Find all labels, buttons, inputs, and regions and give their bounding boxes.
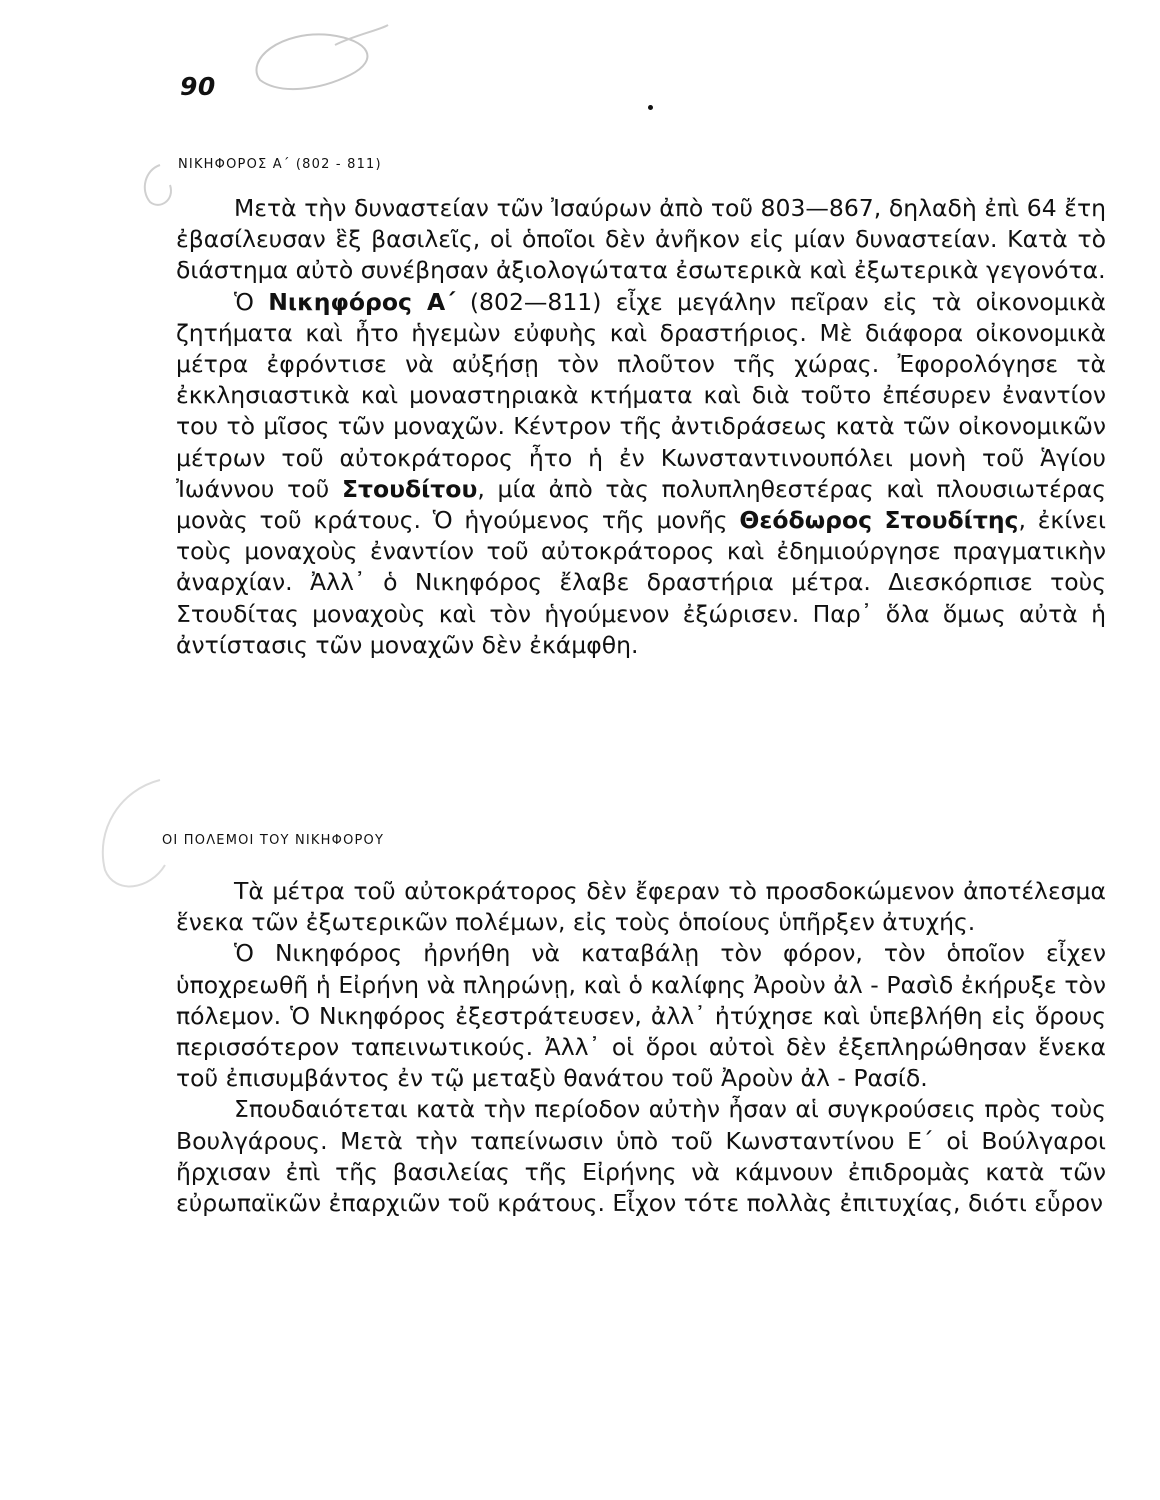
bold-name-stoudios: Στουδίτου — [341, 474, 478, 503]
paragraph-text: (802—811) εἶχε μεγάλην πεῖραν εἰς τὰ οἰκονομικὰ ζητήματα καὶ ἦτο ἡγεμὼν εὐφυὴς καὶ δραστήριος. Μὲ διάφορα οἰκονομικὰ μέτρα ἐφρόντισε νὰ αὐξήσῃ τὸν πλοῦτον τῆς χώρας. Ἐφορολόγησε τὰ ἐκκλησιαστικὰ καὶ μοναστηριακὰ κτήματα καὶ διὰ τοῦτο ἐπέσυρεν ἐναντίον του τὸ μῖσος τῶν μοναχῶν. Κέντρον τῆς ἀντιδράσεως κατὰ τῶν οἰκονομικῶν μέτρων τοῦ αὐτοκράτορος ἦτο ἡ ἐν Κωνσταντινουπόλει μονὴ τοῦ Ἁγίου Ἰωάννου τοῦ — [176, 287, 1107, 503]
paragraph: Μετὰ τὴν δυναστείαν τῶν Ἰσαύρων ἀπὸ τοῦ 803—867, δηλαδὴ ἐπὶ 64 ἔτη ἐβασίλευσαν ἓξ βασιλεῖς, οἱ ὁποῖοι δὲν ἀνῆκον εἰς μίαν δυναστείαν. Κατὰ τὸ διάστημα αὐτὸ συνέβησαν ἀξιολογώτατα ἐσωτερικὰ καὶ ἐξωτερικὰ γεγονότα. — [176, 194, 1106, 285]
paragraph: Ὁ Νικηφόρος ἠρνήθη νὰ καταβάλῃ τὸν φόρον, τὸν ὁποῖον εἶχεν ὑποχρεωθῆ ἡ Εἰρήνη νὰ πληρώνῃ, καὶ ὁ καλίφης Ἀροὺν ἀλ - Ρασὶδ ἐκήρυξε τὸν πόλεμον. Ὁ Νικηφόρος ἐξεστράτευσεν, ἀλλ᾽ ἠτύχησε καὶ ὑπεβλήθη εἰς ὅρους περισσότερον ταπεινωτικούς. Ἀλλ᾽ οἱ ὅροι αὐτοὶ δὲν ἐξεπληρώθησαν ἕνεκα τοῦ ἐπισυμβάντος ἐν τῷ μεταξὺ θανάτου τοῦ Ἀροὺν ἀλ - Ρασίδ. — [176, 939, 1106, 1093]
section-heading-nikephoros: ΝΙΚΗΦΟΡΟΣ Α΄ (802 - 811) — [178, 157, 382, 172]
pencil-scribble-top — [240, 20, 390, 110]
section-1-text — [176, 193, 1106, 661]
bold-name-theodoros: Θεόδωρος Στουδίτης — [739, 506, 1019, 535]
paragraph: Τὰ μέτρα τοῦ αὐτοκράτορος δὲν ἔφεραν τὸ προσδοκώμενον ἀποτέλεσμα ἕνεκα τῶν ἐξωτερικῶν πολέμων, εἰς τοὺς ὁποίους ὑπῆρξεν ἀτυχής. — [176, 877, 1106, 937]
paragraph-text: , ἐκίνει τοὺς μοναχοὺς ἐναντίον τοῦ αὐτοκράτορος καὶ ἐδημιούργησε πραγματικὴν ἀναρχίαν. Ἀλλ᾽ ὁ Νικηφόρος ἔλαβε δραστήρια μέτρα. Διεσκόρπισε τοὺς Στουδίτας μοναχοὺς καὶ τὸν ἡγούμενον ἐξώρισεν. Παρ᾽ ὅλα ὅμως αὐτὰ ἡ ἀντίστασις τῶν μοναχῶν δὲν ἐκάμφθη. — [176, 506, 1106, 659]
page-number: 90 — [180, 72, 216, 101]
section-heading-wars: ΟΙ ΠΟΛΕΜΟΙ ΤΟΥ ΝΙΚΗΦΟΡΟΥ — [162, 833, 385, 848]
paragraph — [176, 287, 1106, 661]
bold-name-nikephoros: Νικηφόρος Α΄ — [268, 287, 456, 316]
paragraph-intro: Ὁ — [234, 287, 269, 316]
ink-dot — [648, 105, 653, 110]
paragraph: Σπουδαιότεται κατὰ τὴν περίοδον αὐτὴν ἦσαν αἱ συγκρούσεις πρὸς τοὺς Βουλγάρους. Μετὰ τὴν ταπείνωσιν ὑπὸ τοῦ Κωνσταντίνου Ε΄ οἱ Βούλγαροι ἤρχισαν ἐπὶ τῆς βασιλείας τῆς Εἰρήνης νὰ κάμνουν ἐπιδρομὰς κατὰ τῶν εὐρωπαϊκῶν ἐπαρχιῶν τοῦ κράτους. Εἶχον τότε πολλὰς ἐπιτυχίας, διότι εὗρον — [176, 1095, 1106, 1218]
paragraph-text: , μία ἀπὸ τὰς πολυπληθεστέρας καὶ πλουσιωτέρας μονὰς τοῦ κράτους. Ὁ ἡγούμενος τῆς μονῆς — [176, 474, 1106, 535]
section-2-text — [176, 876, 1106, 1219]
